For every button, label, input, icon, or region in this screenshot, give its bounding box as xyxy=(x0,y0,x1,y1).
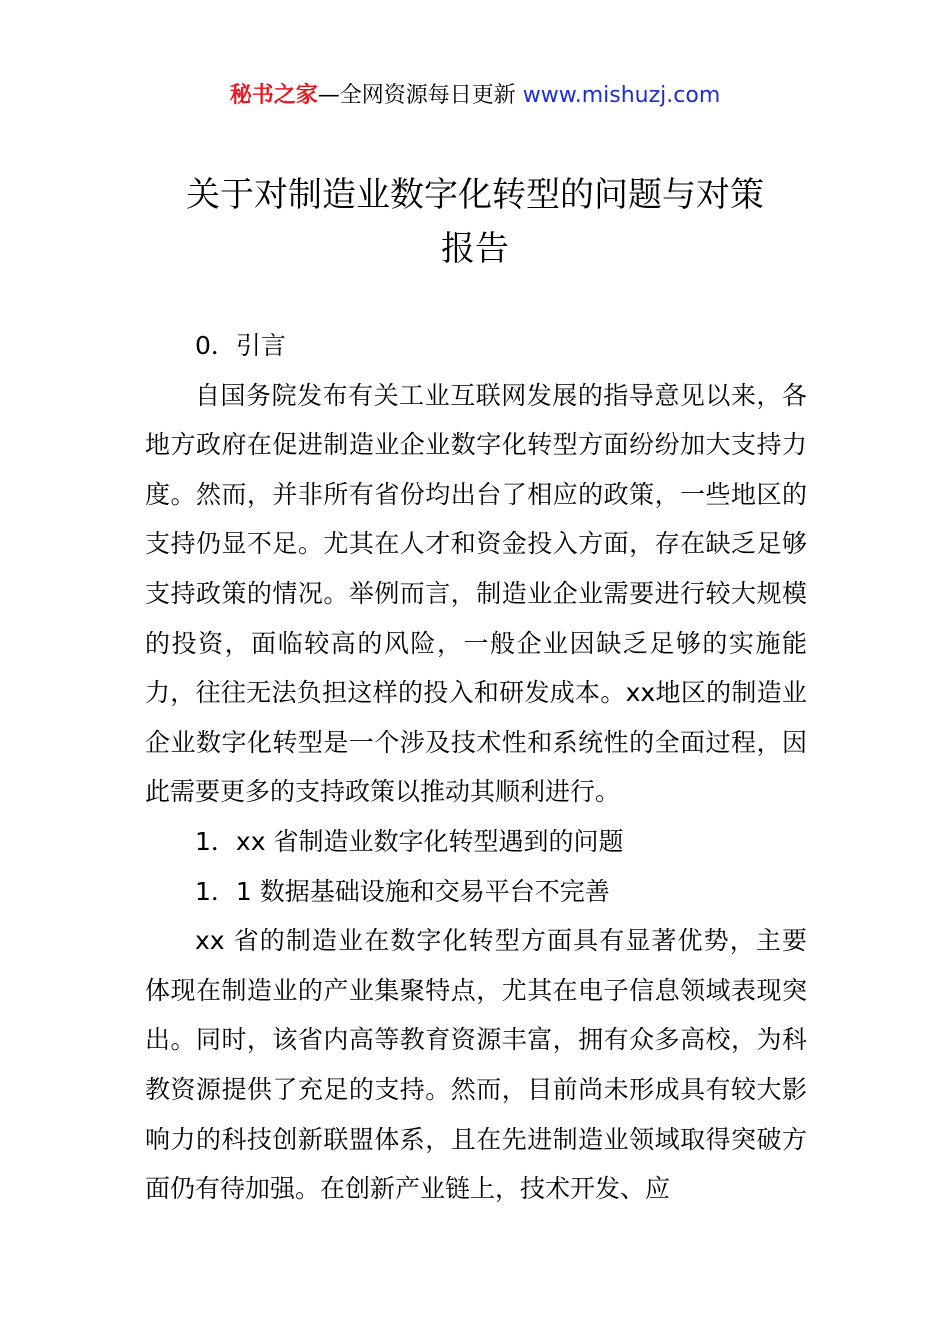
document-body xyxy=(145,321,807,1214)
brand-name: 秘书之家 xyxy=(229,83,318,108)
paragraph-intro: 自国务院发布有关工业互联网发展的指导意见以来，各地方政府在促进制造业企业数字化转型方面纷纷加大支持力度。然而，并非所有省份均出台了相应的政策，一些地区的支持仍显不足。尤其在人才和资金投入方面，存在缺乏足够支持政策的情况。举例而言，制造业企业需要进行较大规模的投资，面临较高的风险，一般企业因缺乏足够的实施能力，往往无法负担这样的投入和研发成本。xx地区的制造业企业数字化转型是一个涉及技术性和系统性的全面过程，因此需要更多的支持政策以推动其顺利进行。 xyxy=(145,380,807,807)
paragraph-1-1: xx 省的制造业在数字化转型方面具有显著优势，主要体现在制造业的产业集聚特点，尤其在电子信息领域表现突出。同时，该省内高等教育资源丰富，拥有众多高校，为科教资源提供了充足的支持。然而，目前尚未形成具有较大影响力的科技创新联盟体系，且在先进制造业领域取得突破方面仍有待加强。在创新产业链上，技术开发、应 xyxy=(145,926,807,1204)
section-heading-intro: 0．引言 xyxy=(195,331,286,360)
site-url-link[interactable]: www.mishuzj.com xyxy=(522,83,721,108)
section-heading-1: 1．xx 省制造业数字化转型遇到的问题 xyxy=(195,826,624,856)
title-line-1: 关于对制造业数字化转型的问题与对策 xyxy=(186,175,764,215)
document-title xyxy=(120,168,830,276)
section-heading-1-1: 1．1 数据基础设施和交易平台不完善 xyxy=(195,876,610,906)
header-tagline: —全网资源每日更新 xyxy=(317,83,516,108)
title-line-2: 报告 xyxy=(441,229,509,269)
site-header xyxy=(0,80,950,112)
